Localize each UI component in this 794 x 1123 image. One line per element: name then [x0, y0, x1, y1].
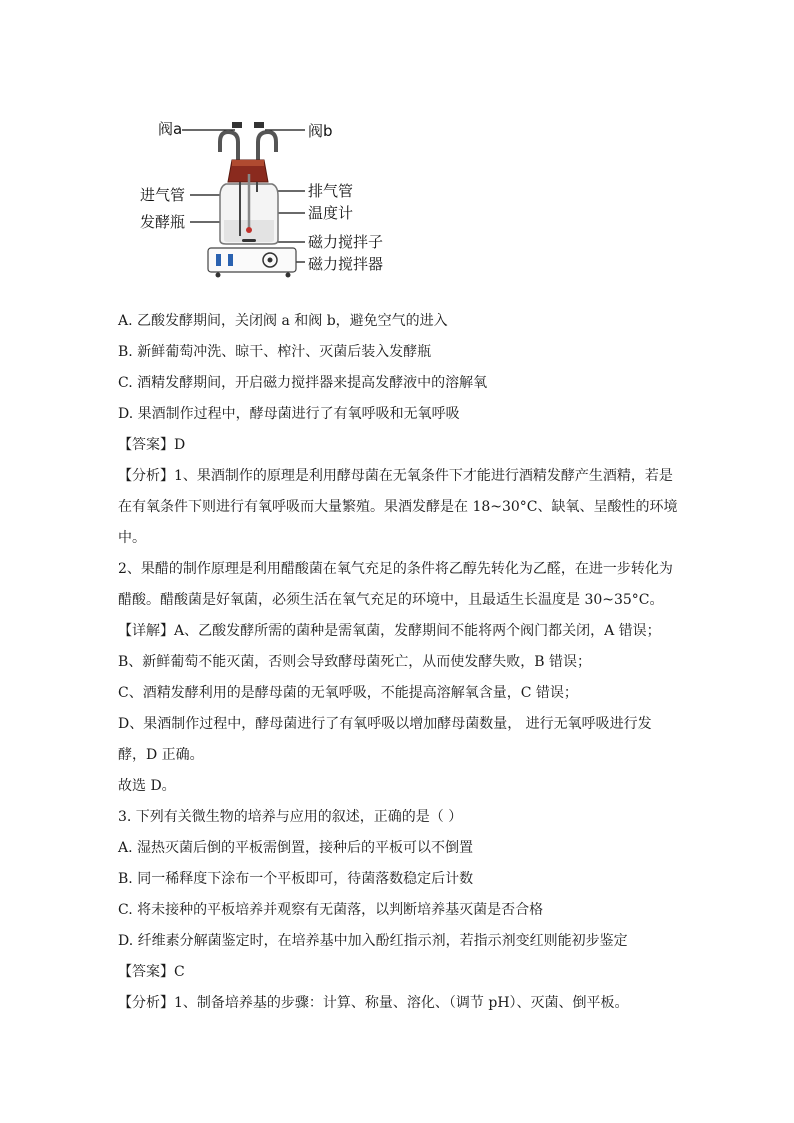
q2-option-d: D. 果酒制作过程中，酵母菌进行了有氧呼吸和无氧呼吸: [118, 406, 460, 422]
answer-tag: 【答案】: [118, 437, 174, 453]
answer-value: C: [174, 964, 185, 980]
apparatus-diagram: [140, 112, 400, 282]
magnetic-stirrer: [208, 248, 296, 272]
q2-option-a: A. 乙酸发酵期间，关闭阀 a 和阀 b，避免空气的进入: [118, 313, 448, 329]
q3-stem: 3. 下列有关微生物的培养与应用的叙述，正确的是（ ）: [118, 809, 463, 825]
pipe-a: [220, 132, 238, 162]
detail-tag: 【详解】: [118, 623, 174, 639]
label-inlet-pipe: 进气管: [140, 186, 186, 204]
q2-analysis-line-5: 醋酸。醋酸菌是好氧菌，必须生活在氧气充足的环境中，且最适生长温度是 30~35°C。: [118, 592, 664, 608]
q2-detail-line-1: [118, 621, 661, 641]
q3-option-a: A. 湿热灭菌后倒的平板需倒置，接种后的平板可以不倒置: [118, 840, 474, 856]
analysis-tag: 【分析】: [118, 995, 174, 1011]
label-valve-a: 阀a: [158, 120, 183, 138]
valve-a-icon: [232, 122, 242, 128]
label-exhaust-pipe: 排气管: [308, 182, 354, 200]
stir-bar: [242, 239, 256, 242]
q3-option-d: D. 纤维素分解菌鉴定时，在培养基中加入酚红指示剂，若指示剂变红则能初步鉴定: [118, 933, 628, 949]
q2-choice: 故选 D。: [118, 778, 176, 794]
label-fermentation-bottle: 发酵瓶: [140, 213, 186, 231]
analysis-tag: 【分析】: [118, 468, 174, 484]
valve-b-icon: [254, 122, 264, 128]
answer-tag: 【答案】: [118, 964, 174, 980]
detail-text: A、乙酸发酵所需的菌种是需氧菌，发酵期间不能将两个阀门都关闭，A 错误；: [174, 623, 661, 639]
q2-analysis-line-2: 在有氧条件下则进行有氧呼吸而大量繁殖。果酒发酵是在 18~30°C、缺氧、呈酸性的环境: [118, 499, 678, 515]
q3-analysis: [118, 993, 629, 1013]
q3-answer: [118, 962, 185, 982]
q2-detail-line-5: 酵，D 正确。: [118, 747, 204, 763]
pipe-b: [258, 132, 276, 162]
q3-option-c: C. 将未接种的平板培养并观察有无菌落，以判断培养基灭菌是否合格: [118, 902, 544, 918]
label-stirrer: 磁力搅拌器: [308, 255, 384, 273]
label-valve-b: 阀b: [308, 122, 333, 140]
q2-analysis-line-4: 2、果醋的制作原理是利用醋酸菌在氧气充足的条件将乙醇先转化为乙醛，在进一步转化为: [118, 561, 673, 577]
analysis-text: 1、制备培养基的步骤：计算、称量、溶化、（调节 pH）、灭菌、倒平板。: [174, 995, 629, 1011]
answer-value: D: [174, 437, 186, 453]
q2-detail-line-2: B、新鲜葡萄不能灭菌，否则会导致酵母菌死亡，从而使发酵失败，B 错误；: [118, 654, 592, 670]
q2-detail-line-3: C、酒精发酵利用的是酵母菌的无氧呼吸，不能提高溶解氧含量，C 错误；: [118, 685, 578, 701]
q2-answer: [118, 435, 185, 455]
fermentation-apparatus-figure: [140, 112, 400, 282]
q2-option-b: B. 新鲜葡萄冲洗、晾干、榨汁、灭菌后装入发酵瓶: [118, 344, 432, 360]
q3-option-b: B. 同一稀释度下涂布一个平板即可，待菌落数稳定后计数: [118, 871, 474, 887]
q2-option-c: C. 酒精发酵期间，开启磁力搅拌器来提高发酵液中的溶解氧: [118, 375, 488, 391]
q2-detail-line-4: D、果酒制作过程中，酵母菌进行了有氧呼吸以增加酵母菌数量， 进行无氧呼吸进行发: [118, 716, 652, 732]
label-stir-bar: 磁力搅拌子: [308, 233, 384, 251]
q2-analysis-line-3: 中。: [118, 530, 146, 546]
label-thermometer: 温度计: [308, 204, 354, 222]
analysis-text: 1、果酒制作的原理是利用酵母菌在无氧条件下才能进行酒精发酵产生酒精，若是: [174, 468, 673, 484]
q2-analysis-line-1: [118, 466, 673, 486]
